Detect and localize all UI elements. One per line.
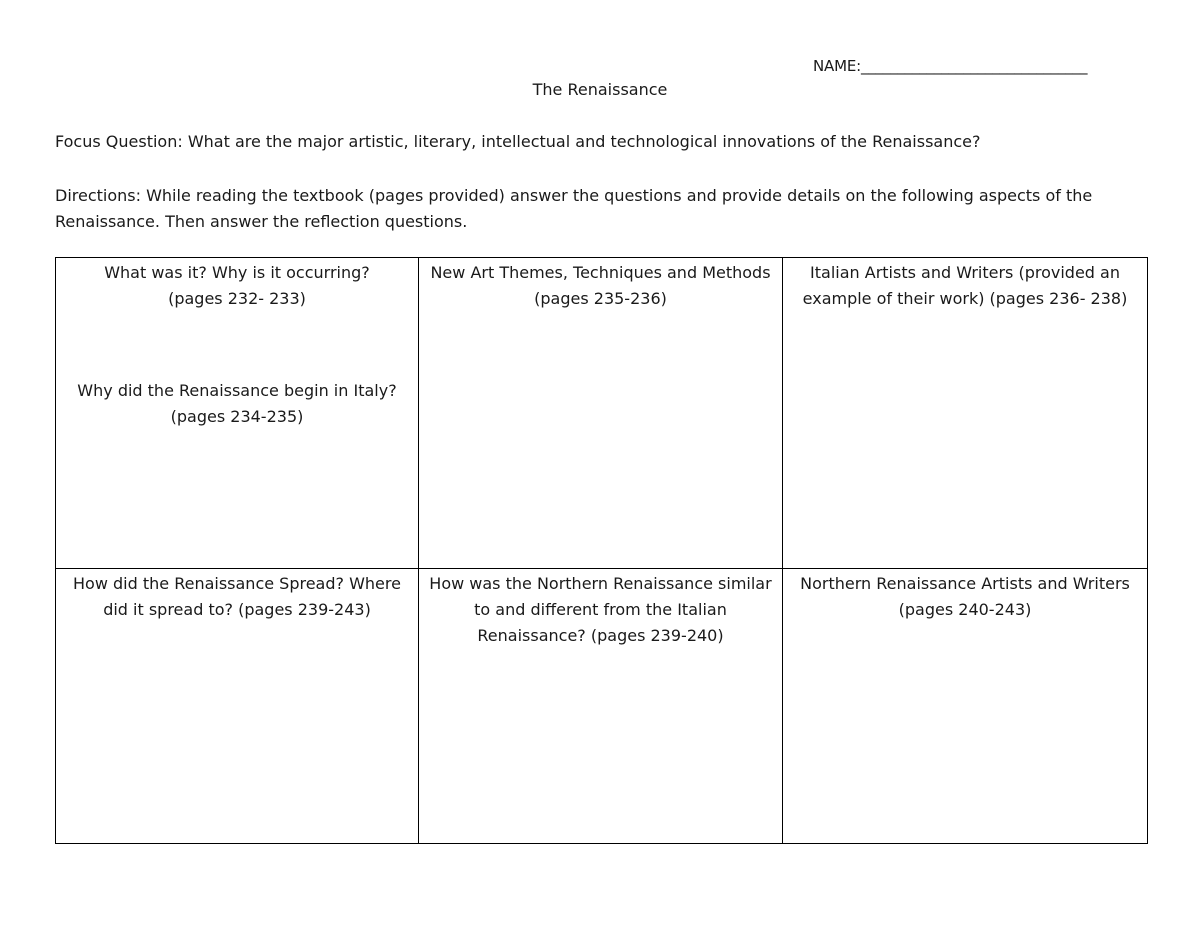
cell-subpages: (pages 234-235) — [170, 407, 304, 426]
document-title: The Renaissance — [532, 80, 668, 99]
cell-prompt: Italian Artists and Writers (provided an example of their work) (pages 236- 238) — [802, 263, 1128, 308]
table-row — [56, 569, 1148, 844]
cell-northern-comparison[interactable] — [419, 569, 783, 844]
name-field-line: NAME:_______________________________ — [813, 57, 1088, 75]
focus-question: Focus Question: What are the major artistic, literary, intellectual and technological innovations of the Renaissance? — [55, 132, 981, 151]
cell-prompt: Northern Renaissance Artists and Writers (pages 240-243) — [800, 574, 1130, 619]
cell-prompt: How did the Renaissance Spread? Where did it spread to? (pages 239-243) — [73, 574, 401, 619]
cell-prompt: What was it? Why is it occurring? — [104, 263, 370, 282]
cell-art-themes[interactable] — [419, 258, 783, 569]
cell-prompt: How was the Northern Renaissance similar to and different from the Italian Renaissance? (pages 239-240) — [429, 574, 772, 645]
cell-italian-artists[interactable] — [783, 258, 1148, 569]
cell-renaissance-spread[interactable] — [56, 569, 419, 844]
cell-subprompt: Why did the Renaissance begin in Italy? — [77, 381, 397, 400]
cell-pages: (pages 232- 233) — [168, 289, 306, 308]
cell-northern-artists[interactable] — [783, 569, 1148, 844]
cell-what-was-it[interactable] — [56, 258, 419, 569]
directions-text: Directions: While reading the textbook (pages provided) answer the questions and provide details on the following aspects of the Renaissance. Then answer the reflection questions. — [55, 186, 1093, 231]
cell-prompt: New Art Themes, Techniques and Methods (pages 235-236) — [430, 263, 771, 308]
table-row — [56, 258, 1148, 569]
worksheet-table — [55, 257, 1148, 844]
